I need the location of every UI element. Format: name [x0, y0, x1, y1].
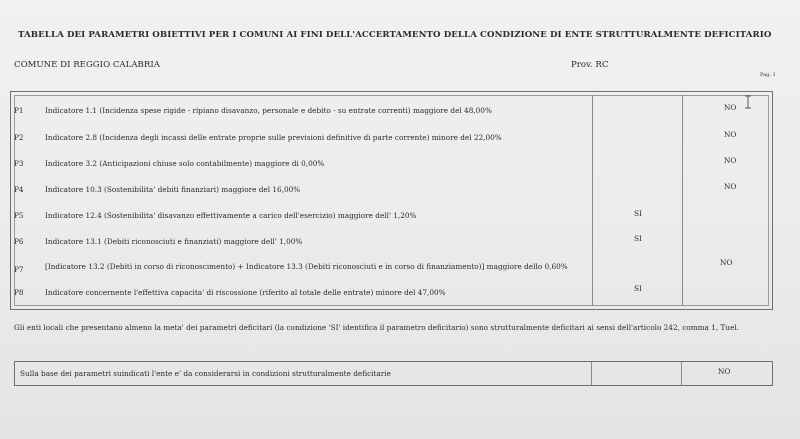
- conclusion-label: Sulla base dei parametri suindicati l'ente e' da considerarsi in condizioni strutturalmente deficitarie: [20, 369, 391, 378]
- comune-name: COMUNE DI REGGIO CALABRIA: [14, 60, 160, 70]
- parameter-code: P5: [14, 211, 24, 220]
- parameter-description: [Indicatore 13.2 (Debiti in corso di riconoscimento) + Indicatore 13.3 (Debiti riconosciuti e in corso di finanziamento)] maggiore dello 0,60%: [45, 262, 568, 271]
- parameter-no-value: NO: [720, 258, 733, 267]
- parameter-description: Indicatore 3.2 (Anticipazioni chiuse solo contabilmente) maggiore di 0,00%: [45, 159, 325, 168]
- parameter-description: Indicatore 10.3 (Sostenibilita' debiti finanziari) maggiore del 16,00%: [45, 185, 301, 194]
- parameter-code: P2: [14, 133, 24, 142]
- parameter-code: P6: [14, 237, 24, 246]
- parameter-code: P3: [14, 159, 24, 168]
- parameter-description: Indicatore 13.1 (Debiti riconosciuti e finanziati) maggiore dell' 1,00%: [45, 237, 303, 246]
- parameter-description: Indicatore concernente l'effettiva capacita' di riscossione (riferito al totale delle entrate) minore del 47,00%: [45, 288, 446, 297]
- parameter-no-value: NO: [724, 182, 737, 191]
- conclusion-divider-no: [681, 362, 682, 385]
- parameter-code: P7: [14, 265, 24, 274]
- page-number: Pag. 1: [760, 72, 776, 78]
- parameter-no-value: NO: [724, 103, 737, 112]
- parameter-description: Indicatore 12.4 (Sostenibilita' disavanzo effettivamente a carico dell'esercizio) maggiore dell' 1,20%: [45, 211, 417, 220]
- parameters-table: [10, 91, 773, 310]
- table-inner-frame: [14, 95, 769, 306]
- parameter-code: P8: [14, 288, 24, 297]
- parameter-si-value: SI: [634, 209, 642, 218]
- conclusion-divider-si: [591, 362, 592, 385]
- parameter-description: Indicatore 1.1 (Incidenza spese rigide - ripiano disavanzo, personale e debito - su entrate correnti) maggiore del 48,00%: [45, 106, 492, 115]
- parameter-no-value: NO: [724, 156, 737, 165]
- parameter-code: P4: [14, 185, 24, 194]
- parameter-no-value: NO: [724, 130, 737, 139]
- provincia-label: Prov. RC: [571, 60, 609, 70]
- column-divider-si: [592, 95, 593, 306]
- parameter-si-value: SI: [634, 284, 642, 293]
- text-cursor-icon: [744, 95, 752, 109]
- conclusion-value: NO: [718, 367, 731, 376]
- footnote-text: Gli enti locali che presentano almeno la meta' dei parametri deficitari (la condizione 'SI' identifica il parametro deficitario) sono strutturalmente deficitari ai sensi dell'articolo 242, comma 1, Tuel.: [14, 323, 740, 332]
- document-title: TABELLA DEI PARAMETRI OBIETTIVI PER I COMUNI AI FINI DELL'ACCERTAMENTO DELLA CONDIZIONE DI ENTE STRUTTURALMENTE DEFICITARIO: [18, 30, 772, 40]
- column-divider-no: [682, 95, 683, 306]
- parameter-description: Indicatore 2.8 (Incidenza degli incassi delle entrate proprie sulle previsioni definitive di parte corrente) minore del 22,00%: [45, 133, 502, 142]
- parameter-si-value: SI: [634, 234, 642, 243]
- parameter-code: P1: [14, 106, 24, 115]
